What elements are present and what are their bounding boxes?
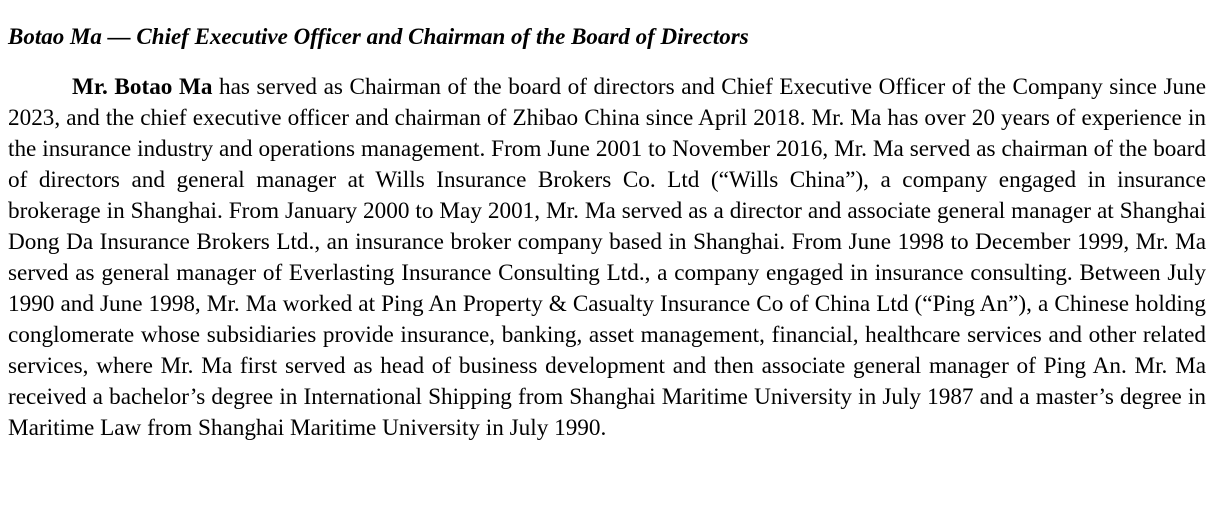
biography-paragraph xyxy=(8,72,1206,444)
bio-text: has served as Chairman of the board of directors and Chief Executive Officer of the Company since June 2023, and the chief executive officer and chairman of Zhibao China since April 2018. Mr. Ma has over 20 years of experience in the insurance industry and operations management. From June 2001 to November 2016, Mr. Ma served as chairman of the board of directors and general manager at Wills Insurance Brokers Co. Ltd (“Wills China”), a company engaged in insurance brokerage in Shanghai. From January 2000 to May 2001, Mr. Ma served as a director and associate general manager at Shanghai Dong Da Insurance Brokers Ltd., an insurance broker company based in Shanghai. From June 1998 to December 1999, Mr. Ma served as general manager of Everlasting Insurance Consulting Ltd., a company engaged in insurance consulting. Between July 1990 and June 1998, Mr. Ma worked at Ping An Property & Casualty Insurance Co of China Ltd (“Ping An”), a Chinese holding conglomerate whose subsidiaries provide insurance, banking, asset management, financial, healthcare services and other related services, where Mr. Ma first served as head of business development and then associate general manager of Ping An. Mr. Ma received a bachelor’s degree in International Shipping from Shanghai Maritime University in July 1987 and a master’s degree in Maritime Law from Shanghai Maritime University in July 1990. xyxy=(8,74,1207,441)
bio-name: Mr. Botao Ma xyxy=(72,74,213,100)
section-heading: Botao Ma — Chief Executive Officer and Chairman of the Board of Directors xyxy=(8,24,749,49)
